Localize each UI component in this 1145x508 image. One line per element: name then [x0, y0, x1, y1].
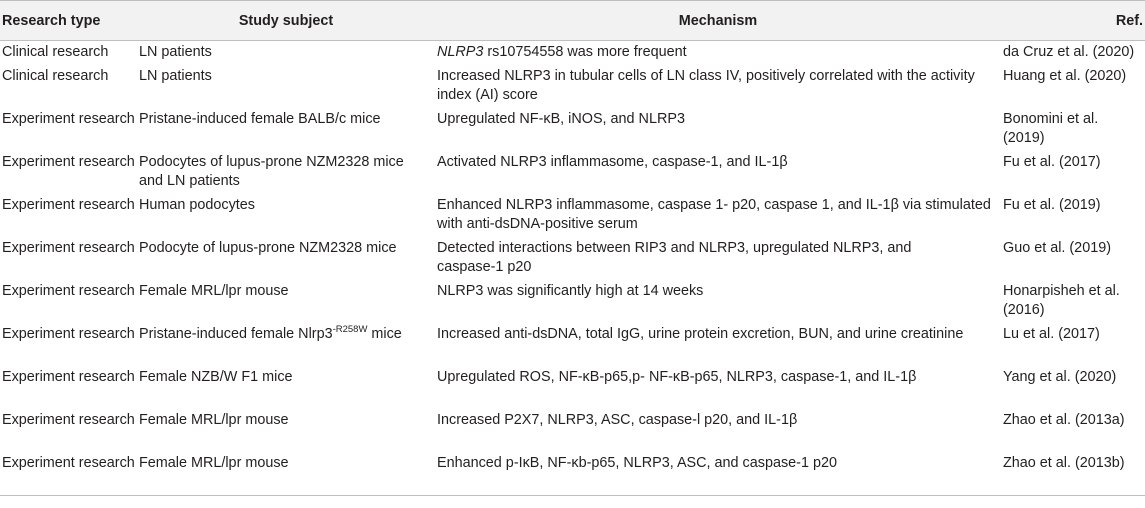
- subject-text-suffix: mice: [367, 326, 402, 342]
- cell-research-type: Clinical research: [2, 44, 109, 60]
- cell-research-type: Experiment research: [0, 452, 137, 496]
- cell-ref: Guo et al. (2019): [1003, 240, 1111, 256]
- cell-mechanism: NLRP3 was significantly high at 14 weeks: [437, 283, 704, 299]
- table-row: [0, 194, 1145, 237]
- cell-study-subject: Female MRL/lpr mouse: [139, 283, 289, 299]
- table-row: [0, 452, 1145, 496]
- subject-text: Pristane-induced female Nlrp3: [139, 326, 333, 342]
- cell-mechanism: Enhanced NLRP3 inflammasome, caspase 1- p20, caspase 1, and IL-1β via stimulated with anti-dsDNA-positive serum: [437, 197, 991, 232]
- cell-mechanism: Detected interactions between RIP3 and NLRP3, upregulated NLRP3, and caspase-1 p20: [437, 240, 912, 275]
- table-row: [0, 409, 1145, 452]
- cell-research-type: Experiment research: [2, 154, 135, 170]
- table-row: [0, 366, 1145, 409]
- cell-mechanism: Increased NLRP3 in tubular cells of LN class IV, positively correlated with the activity index (AI) score: [437, 68, 975, 103]
- cell-research-type: Experiment research: [2, 326, 135, 342]
- cell-study-subject: Podocyte of lupus-prone NZM2328 mice: [139, 240, 397, 256]
- table-row: [0, 237, 1145, 280]
- cell-research-type: Experiment research: [2, 412, 135, 428]
- cell-ref: Huang et al. (2020): [1003, 68, 1127, 84]
- cell-mechanism: Increased P2X7, NLRP3, ASC, caspase-l p20, and IL-1β: [437, 412, 798, 428]
- header-ref: Ref.: [1001, 1, 1145, 41]
- table-header-row: [0, 1, 1145, 41]
- cell-mechanism: Upregulated ROS, NF-κB-p65,p- NF-κB-p65, NLRP3, caspase-1, and IL-1β: [437, 369, 917, 385]
- cell-ref: Fu et al. (2019): [1003, 197, 1101, 213]
- cell-research-type: Experiment research: [2, 111, 135, 127]
- table-row: [0, 280, 1145, 323]
- cell-ref: Zhao et al. (2013a): [1003, 412, 1125, 428]
- cell-research-type: Experiment research: [2, 197, 135, 213]
- table-row: [0, 151, 1145, 194]
- cell-study-subject: LN patients: [139, 44, 212, 60]
- cell-ref: Zhao et al. (2013b): [1001, 452, 1145, 496]
- table-row: [0, 108, 1145, 151]
- cell-ref: Yang et al. (2020): [1003, 369, 1117, 385]
- cell-mechanism: Increased anti-dsDNA, total IgG, urine protein excretion, BUN, and urine creatinine: [437, 326, 964, 342]
- cell-study-subject: Female MRL/lpr mouse: [139, 412, 289, 428]
- cell-ref: Honarpisheh et al. (2016): [1003, 283, 1120, 318]
- cell-research-type: Experiment research: [2, 283, 135, 299]
- cell-ref: Bonomini et al. (2019): [1003, 111, 1099, 146]
- cell-ref: Lu et al. (2017): [1003, 326, 1100, 342]
- cell-mechanism: [435, 41, 1001, 66]
- cell-ref: Fu et al. (2017): [1003, 154, 1101, 170]
- cell-study-subject: Human podocytes: [139, 197, 255, 213]
- table-row: [0, 323, 1145, 366]
- allele-superscript: -R258W: [332, 324, 368, 335]
- cell-study-subject: Podocytes of lupus-prone NZM2328 mice and LN patients: [139, 154, 404, 189]
- table-row: [0, 65, 1145, 108]
- cell-mechanism: Activated NLRP3 inflammasome, caspase-1, and IL-1β: [437, 154, 788, 170]
- cell-mechanism: Enhanced p-IκB, NF-κb-p65, NLRP3, ASC, and caspase-1 p20: [435, 452, 1001, 496]
- header-study-subject: Study subject: [137, 1, 435, 41]
- cell-ref: da Cruz et al. (2020): [1003, 44, 1135, 60]
- cell-research-type: Clinical research: [2, 68, 109, 84]
- cell-study-subject: LN patients: [139, 68, 212, 84]
- header-mechanism: Mechanism: [435, 1, 1001, 41]
- cell-study-subject: [137, 323, 435, 366]
- gene-name-italic: NLRP3: [437, 44, 484, 60]
- cell-research-type: Experiment research: [2, 369, 135, 385]
- cell-study-subject: Female NZB/W F1 mice: [139, 369, 293, 385]
- cell-mechanism: Upregulated NF-κB, iNOS, and NLRP3: [437, 111, 685, 127]
- cell-study-subject: Pristane-induced female BALB/c mice: [139, 111, 381, 127]
- mechanism-text: rs10754558 was more frequent: [483, 44, 687, 60]
- cell-research-type: Experiment research: [2, 240, 135, 256]
- cell-study-subject: Female MRL/lpr mouse: [137, 452, 435, 496]
- header-research-type: Research type: [0, 1, 137, 41]
- table-row: [0, 41, 1145, 66]
